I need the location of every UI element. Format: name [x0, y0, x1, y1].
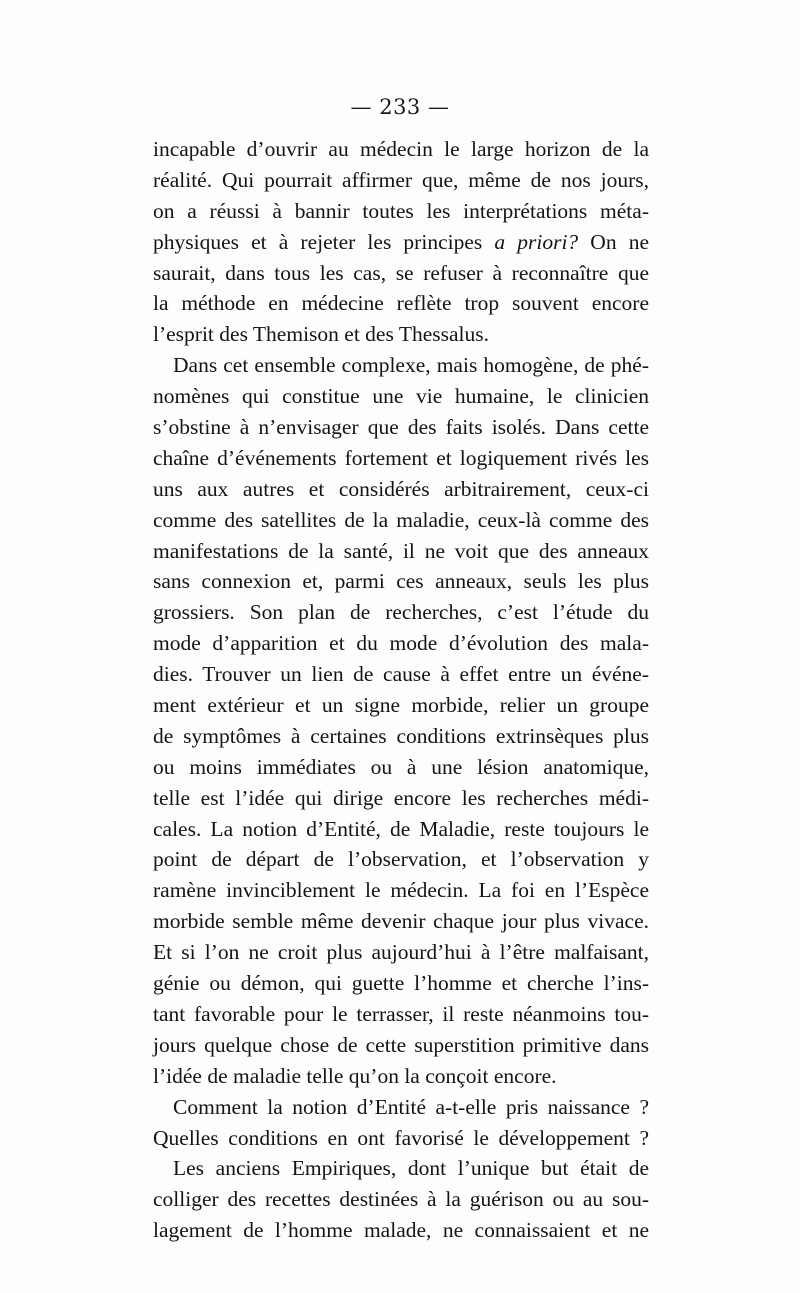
text-line: tant favorable pour le terrasser, il reste néanmoins tou-	[153, 1001, 649, 1026]
text-line: saurait, dans tous les cas, se refuser à reconnaître que	[153, 260, 649, 285]
body-text	[153, 134, 649, 1246]
text-line: Quelles conditions en ont favorisé le développement ?	[153, 1125, 649, 1150]
text-line: telle est l’idée qui dirige encore les recherches médi-	[153, 785, 649, 810]
text-line: sans connexion et, parmi ces anneaux, seuls les plus	[153, 569, 649, 594]
text-line: la méthode en médecine reflète trop souvent encore	[153, 291, 649, 316]
paragraph-start-line: Comment la notion d’Entité a-t-elle pris naissance ?	[173, 1094, 649, 1119]
text-line: incapable d’ouvrir au médecin le large horizon de la	[153, 137, 649, 161]
text-line: l’idée de maladie telle qu’on la conçoit encore.	[153, 1063, 557, 1088]
text-line: morbide semble même devenir chaque jour plus vivace.	[153, 909, 649, 934]
text-line: dies. Trouver un lien de cause à effet entre un événe-	[153, 662, 649, 687]
text-line: génie ou démon, qui guette l’homme et cherche l’ins-	[153, 971, 649, 996]
text-line: ment extérieur et un signe morbide, relier un groupe	[153, 693, 649, 718]
text-line: lagement de l’homme malade, ne connaissaient et ne	[153, 1218, 649, 1243]
text-line: réalité. Qui pourrait affirmer que, même de nos jours,	[153, 167, 649, 192]
text-line: colliger des recettes destinées à la guérison ou au sou-	[153, 1187, 649, 1212]
text-line: chaîne d’événements fortement et logiquement rivés les	[153, 445, 649, 470]
text-line: point de départ de l’observation, et l’observation y	[153, 847, 649, 872]
text-line	[153, 227, 649, 258]
text-line: de symptômes à certaines conditions extrinsèques plus	[153, 723, 649, 748]
text-line: on a réussi à bannir toutes les interprétations méta-	[153, 198, 649, 223]
text-line: grossiers. Son plan de recherches, c’est l’étude du	[153, 600, 649, 625]
text-fragment: On ne	[578, 229, 649, 254]
paragraph-start-line: Les anciens Empiriques, dont l’unique but était de	[173, 1156, 649, 1181]
text-line: l’esprit des Themison et des Thessalus.	[153, 322, 489, 347]
text-line: uns aux autres et considérés arbitrairement, ceux-ci	[153, 476, 649, 501]
text-line: mode d’apparition et du mode d’évolution des mala-	[153, 631, 649, 656]
text-line: nomènes qui constitue une vie humaine, le clinicien	[153, 384, 649, 409]
text-fragment: physiques et à rejeter les principes	[153, 229, 495, 254]
paragraph-start-line: Dans cet ensemble complexe, mais homogène, de phé-	[173, 353, 649, 378]
text-line: manifestations de la santé, il ne voit que des anneaux	[153, 538, 649, 563]
page-number: — 233 —	[350, 95, 450, 119]
text-line: jours quelque chose de cette superstition primitive dans	[153, 1032, 649, 1057]
italic-phrase: a priori?	[494, 229, 579, 254]
text-line: comme des satellites de la maladie, ceux-là comme des	[153, 507, 649, 532]
text-line: cales. La notion d’Entité, de Maladie, reste toujours le	[153, 816, 649, 841]
text-line: ou moins immédiates ou à une lésion anatomique,	[153, 754, 649, 779]
text-line: Et si l’on ne croit plus aujourd’hui à l’être malfaisant,	[153, 940, 649, 965]
text-line: s’obstine à n’envisager que des faits isolés. Dans cette	[153, 415, 649, 440]
text-line: ramène invinciblement le médecin. La foi en l’Espèce	[153, 878, 649, 903]
